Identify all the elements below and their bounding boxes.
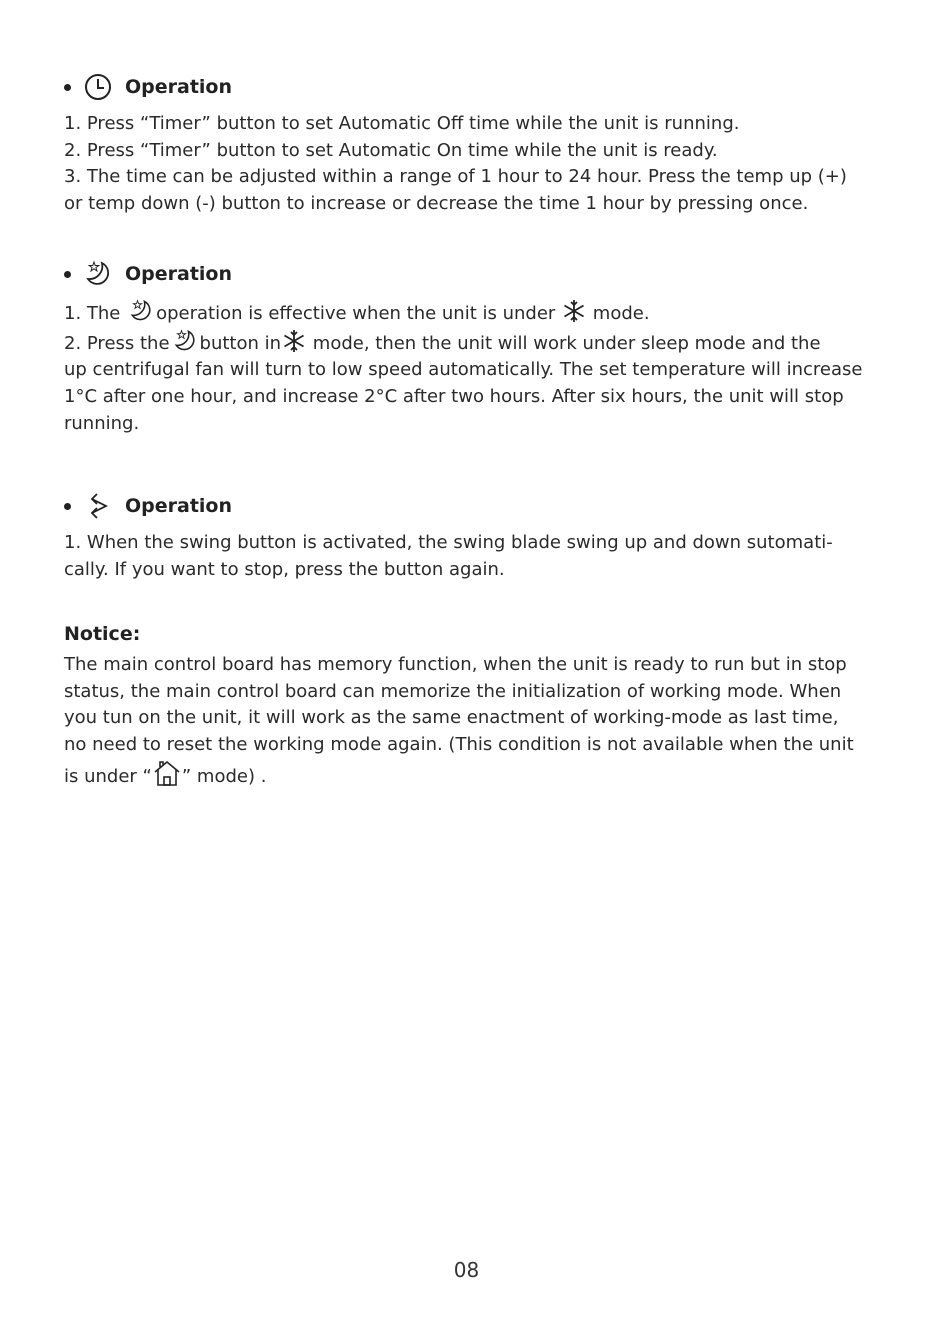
swing-line-2: cally. If you want to stop, press the button again. (64, 558, 505, 580)
sleep-line-2a: 2. Press the (64, 332, 170, 354)
home-icon (152, 759, 182, 787)
page-number: 08 (453, 1258, 480, 1282)
sleep-line-1 (64, 298, 874, 328)
snowflake-icon (561, 298, 587, 324)
notice-line-5a: is under “ (64, 765, 152, 787)
bullet (64, 84, 71, 91)
snowflake-icon (281, 328, 307, 354)
sleep-heading-text: Operation (125, 263, 233, 285)
timer-heading (64, 72, 874, 102)
timer-line-1: 1. Press “Timer” button to set Automatic Off time while the unit is running. (64, 113, 740, 134)
notice-section (64, 620, 874, 791)
sleep-line-1a: 1. The (64, 303, 121, 324)
sleep-line-5: running. (64, 412, 140, 434)
timer-clock-icon (83, 72, 113, 102)
bullet (64, 271, 71, 278)
notice-line-1: The main control board has memory function, when the unit is ready to run but in stop (64, 654, 847, 675)
swing-heading-text: Operation (125, 495, 233, 517)
sleep-line-2c: mode, then the unit will work under sleep mode and the (312, 332, 821, 354)
timer-heading-text: Operation (125, 76, 233, 98)
sleep-line-2b: button in (199, 332, 282, 354)
sleep-line-2 (64, 328, 874, 358)
sleep-line-3: up centrifugal fan will turn to low speed automatically. The set temperature will increase (64, 359, 863, 381)
notice-line-5 (64, 759, 874, 791)
sleep-line-1b: operation is effective when the unit is under (156, 303, 556, 324)
sleep-heading (64, 259, 874, 289)
swing-line-1: 1. When the swing button is activated, the swing blade swing up and down sutomati- (64, 532, 833, 553)
notice-line-4: no need to reset the working mode again. (This condition is not available when the unit (64, 734, 854, 756)
swing-heading (64, 491, 874, 521)
timer-section (64, 72, 874, 218)
bullet (64, 503, 71, 510)
sleep-moon-icon (83, 259, 113, 289)
swing-icon (83, 491, 113, 521)
sleep-section (64, 259, 874, 438)
timer-line-2: 2. Press “Timer” button to set Automatic On time while the unit is ready. (64, 139, 718, 161)
sleep-line-1c: mode. (592, 303, 650, 324)
timer-line-4: or temp down (-) button to increase or decrease the time 1 hour by pressing once. (64, 193, 809, 215)
notice-line-2: status, the main control board can memorize the initialization of working mode. When (64, 680, 842, 702)
notice-line-5b: ” mode) . (181, 765, 267, 787)
swing-section (64, 491, 874, 583)
notice-line-3: you tun on the unit, it will work as the same enactment of working-mode as last time, (64, 707, 839, 729)
timer-line-3: 3. The time can be adjusted within a range of 1 hour to 24 hour. Press the temp up (+) (64, 166, 847, 188)
sleep-moon-icon (170, 328, 200, 354)
notice-title: Notice: (64, 623, 141, 645)
sleep-line-4: 1°C after one hour, and increase 2°C after two hours. After six hours, the unit will stop (64, 386, 844, 408)
sleep-moon-icon (126, 298, 156, 324)
